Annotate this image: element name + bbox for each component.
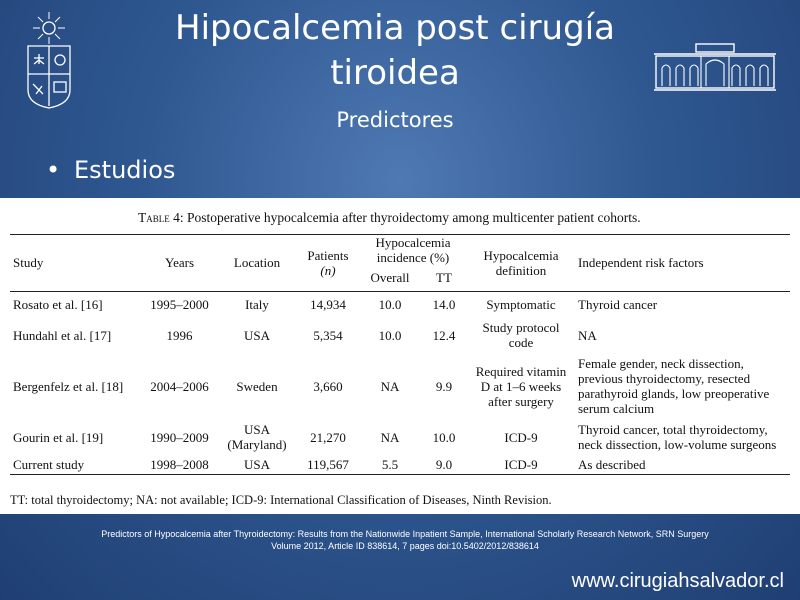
header-definition	[467, 235, 575, 292]
header-overall: Overall	[370, 270, 410, 286]
header-tt: TT	[436, 270, 452, 286]
table-caption-text: Postoperative hypocalcemia after thyroidectomy among multicenter patient cohorts.	[187, 210, 641, 225]
cell-study: Rosato et al. [16]	[13, 296, 103, 312]
bullet-item	[46, 156, 175, 184]
header-definition-l1: Hypocalcemia	[483, 247, 559, 263]
slide-subtitle: Predictores	[336, 108, 454, 132]
slide-title	[150, 6, 640, 96]
header-patients	[297, 235, 359, 292]
header-definition-l2: definition	[495, 262, 547, 278]
cell-patients: 21,270	[310, 429, 346, 445]
results-table	[10, 234, 790, 475]
cell-risk: Female gender, neck dissection, previous thyroidectomy, resected parathyroid glands, low preoperative serum calcium	[578, 356, 770, 416]
table-caption	[138, 210, 641, 226]
table-footnote: TT: total thyroidectomy; NA: not available; ICD-9: International Classification of Diseases, Ninth Revision.	[10, 493, 552, 507]
reference-line2: Volume 2012, Article ID 838614, 7 pages doi:10.5402/2012/838614	[271, 541, 539, 551]
header-incidence-l2: incidence (%)	[376, 250, 450, 265]
slide-title-line1: Hipocalcemia post cirugía	[175, 8, 615, 48]
cell-location: USA	[243, 327, 270, 343]
cell-study: Hundahl et al. [17]	[13, 327, 112, 343]
cell-study: Bergenfelz et al. [18]	[13, 378, 124, 394]
cell-patients: 3,660	[313, 378, 343, 394]
table-figure	[0, 198, 800, 514]
header-incidence	[359, 235, 467, 266]
cell-overall: 10.0	[378, 296, 402, 312]
cell-definition: Symptomatic	[486, 296, 556, 312]
cell-patients: 14,934	[310, 296, 346, 312]
reference-line1: Predictors of Hypocalcemia after Thyroidectomy: Results from the Nationwide Inpatient Sample, International Scholarly Research Network, SRN Surgery	[101, 529, 709, 539]
cell-overall: 5.5	[381, 456, 399, 472]
cell-risk: Thyroid cancer, total thyroidectomy, neck dissection, low-volume surgeons	[578, 422, 777, 452]
cell-years: 2004–2006	[150, 378, 209, 394]
website-url: www.cirugiahsalvador.cl	[571, 570, 784, 592]
table-row	[10, 317, 790, 353]
cell-tt: 9.0	[435, 456, 453, 472]
header-patients-l1: Patients	[307, 247, 349, 263]
cell-location: Sweden	[236, 378, 278, 394]
cell-definition: ICD-9	[504, 456, 538, 472]
cell-tt: 14.0	[432, 296, 456, 312]
cell-overall: 10.0	[378, 327, 402, 343]
table-caption-label: Table 4:	[138, 210, 184, 225]
reference-citation	[60, 528, 750, 552]
cell-location: Italy	[245, 296, 269, 312]
cell-risk: NA	[578, 327, 597, 343]
cell-definition: ICD-9	[504, 429, 538, 445]
slide-title-line2: tiroidea	[330, 53, 460, 93]
cell-years: 1996	[166, 327, 193, 343]
cell-tt: 10.0	[432, 429, 456, 445]
cell-definition: Study protocol code	[482, 320, 560, 350]
university-crest-icon	[24, 10, 74, 110]
header-risk: Independent risk factors	[578, 255, 704, 271]
table-row	[10, 353, 790, 419]
header-study: Study	[13, 255, 44, 271]
cell-risk: Thyroid cancer	[578, 296, 658, 312]
cell-tt: 9.9	[435, 378, 453, 394]
bullet-text: Estudios	[74, 156, 176, 184]
table-row	[10, 291, 790, 317]
cell-tt: 12.4	[432, 327, 456, 343]
cell-risk: As described	[578, 456, 646, 472]
cell-years: 1995–2000	[150, 296, 209, 312]
cell-overall: NA	[380, 378, 400, 394]
cell-study: Current study	[13, 456, 85, 472]
header-years: Years	[164, 255, 194, 271]
cell-years: 1998–2008	[150, 456, 209, 472]
cell-study: Gourin et al. [19]	[13, 429, 104, 445]
header-patients-l2: (n)	[320, 262, 336, 278]
cell-location: USA (Maryland)	[227, 422, 287, 452]
cell-location: USA	[243, 456, 270, 472]
hospital-building-icon	[652, 42, 778, 92]
header-incidence-l1: Hypocalcemia	[375, 235, 451, 250]
cell-years: 1990–2009	[150, 429, 209, 445]
header-location: Location	[233, 255, 281, 271]
cell-definition: Required vitamin D at 1–6 weeks after surgery	[475, 363, 567, 409]
cell-patients: 5,354	[313, 327, 343, 343]
bullet-dot-icon: •	[46, 156, 61, 184]
table-row	[10, 455, 790, 474]
cell-overall: NA	[380, 429, 400, 445]
table-row	[10, 419, 790, 455]
cell-patients: 119,567	[307, 456, 349, 472]
